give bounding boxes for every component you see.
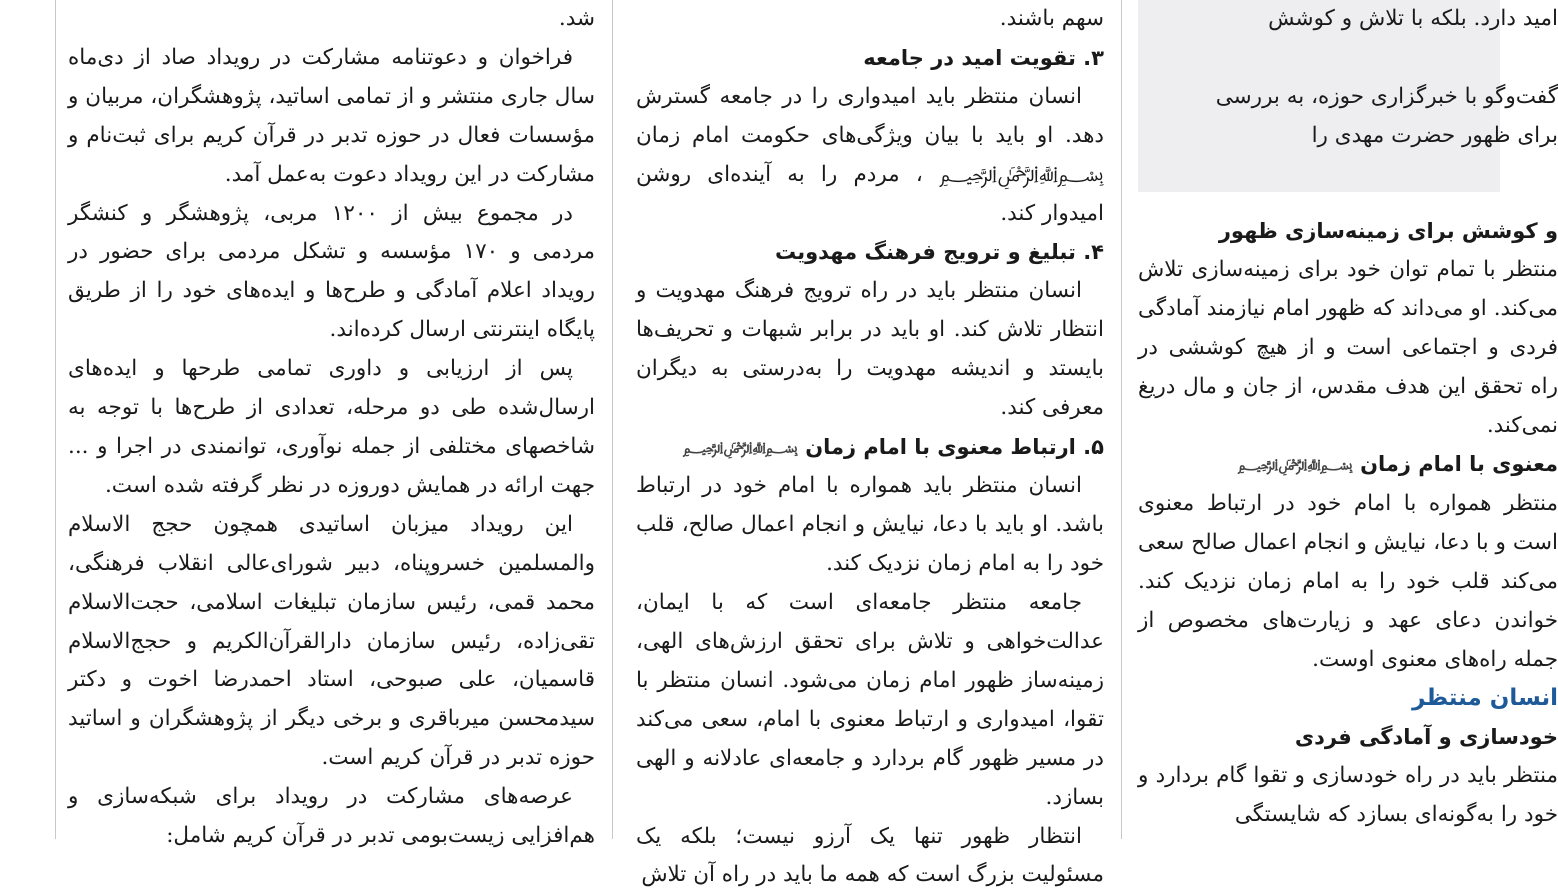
honorific-seal-icon-right: ﷽ [1237, 455, 1353, 474]
paragraph-participants-count: در مجموع بیش از ۱۲۰۰ مربی، پژوهشگر و کنشگر مردمی و ۱۷۰ مؤسسه و تشکل مردمی برای حضور در رویداد اعلام آمادگی و طرح‌ها و ایده‌های خود را از طریق پایگاه اینترنتی ارسال کرده‌اند. [68, 200, 595, 343]
paragraph-responsibility: انتظار ظهور تنها یک آرزو نیست؛ بلکه یک مسئولیت بزرگ است که همه ما باید در راه آن تلاش [636, 823, 1104, 888]
box-line-3: گفت‌وگو با خبرگزاری حوزه، به بررسی [1215, 83, 1558, 109]
heading-hope: ۳. تقویت امید در جامعه [863, 45, 1104, 70]
column-rule-right [1121, 0, 1122, 839]
subheading-self-building: خودسازی و آمادگی فردی [1294, 725, 1558, 750]
column-rule-middle [612, 0, 613, 839]
heading-effort: و کوشش برای زمینه‌سازی ظهور [1218, 219, 1558, 243]
column-rule-left [55, 0, 56, 839]
cut-text-top-middle: سهم باشند. [999, 6, 1104, 31]
article-column-left [68, 0, 595, 849]
heading-spiritual-right [1138, 445, 1558, 484]
heading-promotion: ۴. تبلیغ و ترویج فرهنگ مهدویت [775, 240, 1104, 265]
article-column-middle [636, 0, 1104, 888]
paragraph-effort: منتظر با تمام توان خود برای زمینه‌سازی تلاش می‌کند. او می‌داند که ظهور امام نیازمند آمادگی فردی و اجتماعی است و از هیچ کوششی در راه تحقق این هدف مقدس، از جان و مال دریغ نمی‌کند. [1138, 256, 1558, 438]
paragraph-spiritual-connection: انسان منتظر باید همواره با امام خود در ارتباط باشد. او باید با دعا، نیایش و انجام اعمال صالح، قلب خود را به امام زمان نزدیک کند. [636, 473, 1104, 577]
paragraph-evaluation: پس از ارزیابی و داوری تمامی طرحها و ایده‌های ارسال‌شده طی دو مرحله، تعدادی از طرح‌ها با توجه به شاخصهای مختلفی از جمله نوآوری، توانمندی در اجرا و ... جهت ارائه در همایش دوروزه در نظر گرفته شده است. [68, 356, 595, 498]
paragraph-promotion: انسان منتظر باید در راه ترویج فرهنگ مهدویت و انتظار تلاش کند. او باید در برابر شبهات و تحریف‌ها بایستد و اندیشه مهدویت را به‌درستی به دیگران معرفی کند. [636, 278, 1104, 421]
heading-spiritual-connection [636, 428, 1104, 467]
paragraph-spiritual-right: منتظر همواره با امام خود در ارتباط معنوی است و با دعا، نیایش و انجام اعمال صالح سعی می‌کند قلب خود را به امام زمان نزدیک کند. خواندن دعای عهد و زیارت‌های مخصوص از جمله راه‌های معنوی اوست. [1138, 490, 1558, 672]
paragraph-hope: انسان منتظر باید امیدواری را در جامعه گسترش دهد. او باید با بیان ویژگی‌های حکومت امام زمان ﷽ ، مردم را به آینده‌ای روشن امیدوار کند. [636, 83, 1104, 226]
box-line-2 [1138, 39, 1558, 78]
paragraph-call-for-participation: فراخوان و دعوتنامه مشارکت در رویداد صاد از دی‌ماه سال جاری منتشر و از تمامی اساتید، پژوهشگران، مربیان و مؤسسات فعال در حوزه تدبر در قرآن کریم برای ثبت‌نام و مشارکت در این رویداد دعوت به‌عمل آمد. [68, 44, 595, 187]
paragraph-community: جامعه منتظر جامعه‌ای است که با ایمان، عدالت‌خواهی و تلاش برای تحقق ارزش‌های الهی، زمینه‌ساز ظهور امام زمان می‌شود. انسان منتظر با تقوا، امیدواری و ارتباط معنوی با امام، سعی می‌کند در مسیر ظهور گام بردارد و جامعه‌ای عادلانه و الهی بسازد. [636, 590, 1104, 810]
box-line-4: برای ظهور حضرت مهدی را [1311, 122, 1558, 148]
heading-spiritual-connection-text: ۵. ارتباط معنوی با امام زمان [805, 434, 1104, 459]
cut-text-top: شد. [558, 6, 595, 31]
heading-awaiting-human: انسان منتظر [1412, 685, 1558, 712]
highlight-box [1138, 0, 1558, 192]
paragraph-self-building: منتظر باید در راه خودسازی و تقوا گام بردارد و خود را به‌گونه‌ای بسازد که شایستگی [1138, 763, 1558, 828]
paragraph-hosts: این رویداد میزبان اساتیدی همچون حجج الاسلام والمسلمین خسروپناه، دبیر شورای‌عالی انقلاب فرهنگی، محمد قمی، رئیس سازمان تبلیغات اسلامی، حجت‌الاسلام تقی‌زاده، رئیس سازمان دارالقرآن‌الکریم و حجج‌الاسلام قاسمیان، علی صبوحی، استاد احمدرضا اخوت و دکتر سیدمحسن میرباقری و برخی دیگر از پژوهشگران و اساتید حوزه تدبر در قرآن کریم است. [68, 511, 595, 771]
box-line-1: امید دارد. بلکه با تلاش و کوشش [1268, 6, 1558, 31]
article-column-right [1138, 212, 1558, 839]
heading-spiritual-right-text: معنوی با امام زمان [1360, 452, 1558, 477]
honorific-seal-icon: ﷽ [682, 438, 798, 457]
paragraph-participation-areas: عرصه‌های مشارکت در رویداد برای شبکه‌سازی و هم‌افزایی زیست‌بومی تدبر در قرآن کریم شامل: [68, 784, 595, 849]
highlight-box-text [1138, 0, 1558, 192]
